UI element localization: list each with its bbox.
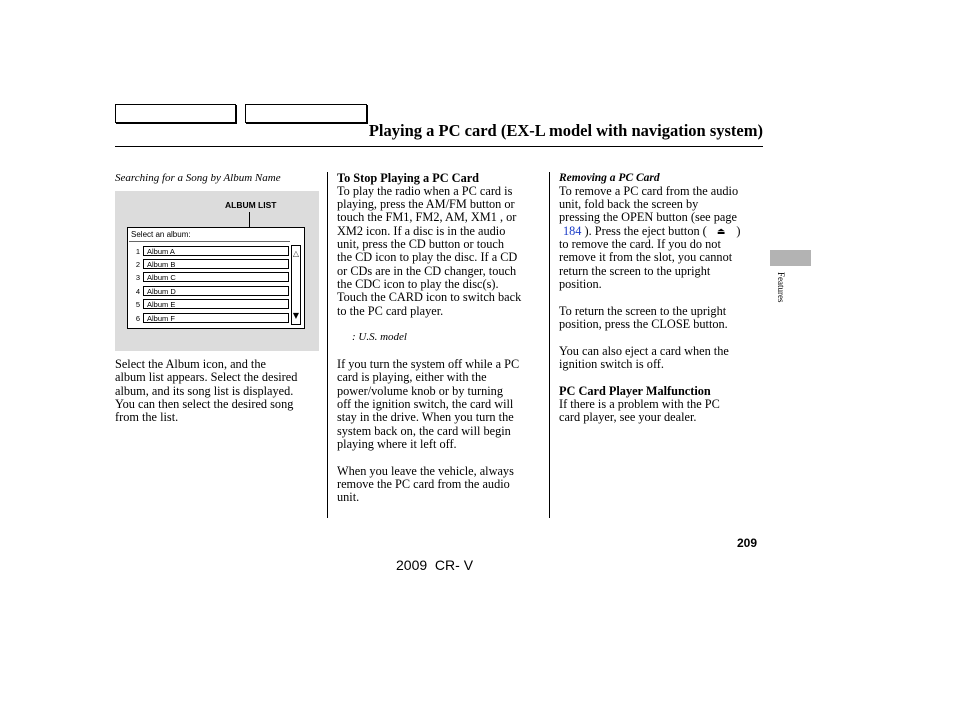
album-list-callout: ALBUM LIST — [225, 200, 277, 210]
body-line: return the screen to the upright — [559, 264, 711, 278]
album-row-number: 5 — [135, 300, 141, 309]
body-line: off the ignition switch, the card will — [337, 397, 514, 411]
album-row-number: 2 — [135, 260, 141, 269]
page-number: 209 — [737, 536, 758, 550]
header-tab-box-1 — [115, 104, 236, 123]
body-line: power/volume knob or by turning — [337, 384, 503, 398]
body-line: from the list. — [115, 410, 179, 424]
album-button-e[interactable]: Album E — [143, 299, 289, 309]
stop-playing-heading: To Stop Playing a PC Card — [337, 171, 480, 185]
body-line: unit, press the CD button or touch — [337, 237, 505, 251]
body-line: album, and its song list is displayed. — [115, 384, 294, 398]
body-line: To remove a PC card from the audio — [559, 184, 739, 198]
removing-heading: Removing a PC Card — [559, 172, 660, 184]
album-button-b[interactable]: Album B — [143, 259, 289, 269]
body-line: Touch the CARD icon to switch back — [337, 290, 522, 304]
header-tab-box-2 — [245, 104, 367, 123]
eject-sentence: ). Press the eject button ( — [581, 224, 707, 238]
album-list-prompt: Select an album: — [131, 230, 191, 239]
body-line: You can also eject a card when the — [559, 344, 729, 358]
page-title: Playing a PC card (EX-L model with navigation system) — [368, 121, 763, 140]
section-side-label: Features — [776, 272, 786, 303]
scroll-up-icon[interactable]: △ — [292, 249, 300, 258]
malfunction-heading: PC Card Player Malfunction — [559, 384, 711, 398]
section-side-tab — [770, 250, 811, 266]
body-line: card player, see your dealer. — [559, 410, 697, 424]
footer-model: 2009 CR- V — [396, 557, 474, 573]
body-line: If there is a problem with the PC — [559, 397, 720, 411]
body-line: the CD icon to play the disc. If a CD — [337, 250, 518, 264]
album-button-f[interactable]: Album F — [143, 313, 289, 323]
body-line: card is playing, either with the — [337, 370, 487, 384]
column-divider-2 — [549, 172, 550, 518]
body-line: position. — [559, 277, 602, 291]
body-line: playing, press the AM/FM button or — [337, 197, 515, 211]
body-line: XM2 icon. If a disc is in the audio — [337, 224, 506, 238]
scroll-down-icon[interactable]: ▼ — [292, 311, 300, 320]
page-184-link[interactable]: 184 — [563, 224, 582, 238]
us-model-footnote: : U.S. model — [352, 331, 407, 343]
body-line: stay in the drive. When you turn the — [337, 410, 514, 424]
body-line: system back on, the card will begin — [337, 424, 511, 438]
body-line: remove the PC card from the audio — [337, 477, 510, 491]
body-line: the CDC icon to play the disc(s). — [337, 277, 499, 291]
body-line: unit. — [337, 490, 360, 504]
body-line: playing where it left off. — [337, 437, 457, 451]
body-line: to the PC card player. — [337, 304, 444, 318]
prompt-divider — [129, 241, 290, 242]
album-button-d[interactable]: Album D — [143, 286, 289, 296]
body-line: ignition switch is off. — [559, 357, 664, 371]
body-line: pressing the OPEN button (see page — [559, 210, 737, 224]
body-line: To play the radio when a PC card is — [337, 184, 513, 198]
album-button-a[interactable]: Album A — [143, 246, 289, 256]
album-row-number: 3 — [135, 273, 141, 282]
album-row-number: 6 — [135, 314, 141, 323]
body-line: When you leave the vehicle, always — [337, 464, 514, 478]
body-line: position, press the CLOSE button. — [559, 317, 728, 331]
body-line: to remove the card. If you do not — [559, 237, 721, 251]
title-rule — [115, 146, 763, 147]
album-button-c[interactable]: Album C — [143, 272, 289, 282]
body-line: touch the FM1, FM2, AM, XM1 , or — [337, 210, 517, 224]
body-line: You can then select the desired song — [115, 397, 294, 411]
album-row-number: 4 — [135, 287, 141, 296]
eject-sentence-end: ) — [733, 224, 741, 238]
body-line: Select the Album icon, and the — [115, 357, 266, 371]
album-row-number: 1 — [135, 247, 141, 256]
column-divider-1 — [327, 172, 328, 518]
body-line: or CDs are in the CD changer, touch — [337, 264, 517, 278]
body-line: unit, fold back the screen by — [559, 197, 699, 211]
body-line: remove it from the slot, you cannot — [559, 250, 733, 264]
body-line: If you turn the system off while a PC — [337, 357, 520, 371]
body-line: album list appears. Select the desired — [115, 370, 298, 384]
figure-caption: Searching for a Song by Album Name — [115, 172, 281, 184]
body-line: To return the screen to the upright — [559, 304, 727, 318]
eject-icon: ⏏ — [716, 227, 726, 237]
